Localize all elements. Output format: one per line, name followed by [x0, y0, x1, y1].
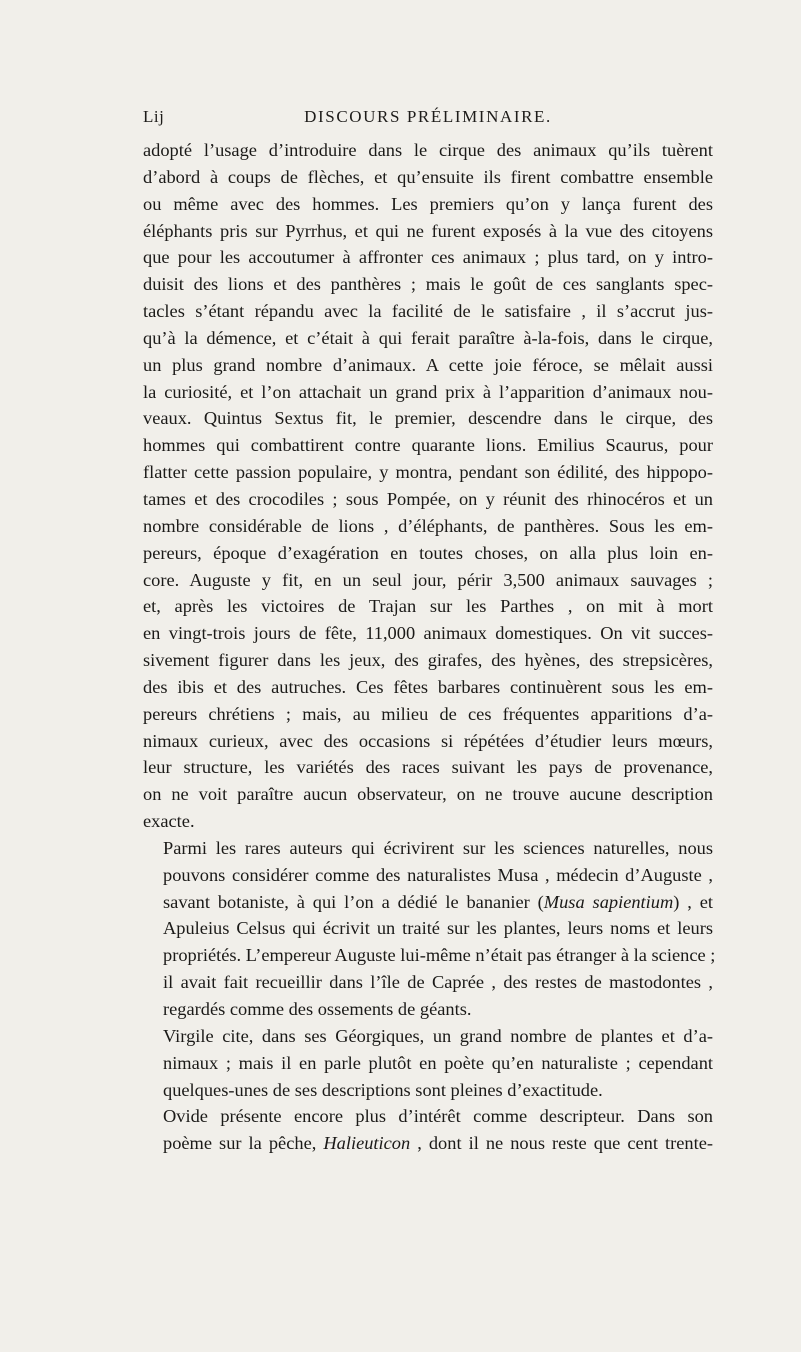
text-line: adopté l’usage d’introduire dans le cirque des animaux qu’ils tuèrent: [143, 140, 713, 160]
text-line: éléphants pris sur Pyrrhus, et qui ne furent exposés à la vue des citoyens: [143, 220, 713, 241]
text-line: la curiosité, et l’on attachait un grand prix à l’apparition d’animaux nou-: [143, 381, 713, 402]
text-line: quelques-unes de ses descriptions sont pleines d’exactitude.: [163, 1079, 603, 1100]
text-line: tacles s’étant répandu avec la facilité de le satisfaire , il s’accrut jus-: [143, 301, 713, 322]
italic-poem-title: Halieuticon: [323, 1133, 411, 1154]
text-line: pouvons considérer comme des naturalistes Musa , médecin d’Auguste ,: [163, 864, 713, 885]
text-line: on ne voit paraître aucun observateur, on ne trouve aucune description: [143, 784, 713, 805]
running-title: DISCOURS PRÉLIMINAIRE.: [304, 107, 552, 126]
text-line: propriétés. L’empereur Auguste lui-même n’était pas étranger à la science ;: [163, 945, 716, 966]
paragraph-2: [143, 835, 716, 1023]
text-line: exacte.: [143, 811, 195, 832]
text-line: Ovide présente encore plus d’intérêt comme descripteur. Dans son: [163, 1106, 713, 1127]
text-line: veaux. Quintus Sextus fit, le premier, descendre dans le cirque, des: [143, 408, 713, 429]
text-line: pereurs chrétiens ; mais, au milieu de ces fréquentes apparitions d’a-: [143, 703, 713, 724]
text-line: sivement figurer dans les jeux, des girafes, des hyènes, des strepsicères,: [143, 650, 713, 671]
text-line: qu’à la démence, et c’était à qui ferait paraître à-la-fois, dans le cirque,: [143, 327, 713, 348]
text-line: nombre considérable de lions , d’éléphants, de panthères. Sous les em-: [143, 515, 713, 536]
text-fragment: , dont il ne nous reste que cent trente-: [410, 1133, 713, 1154]
text-line-with-italic: [143, 1130, 713, 1157]
text-line: flatter cette passion populaire, y montra, pendant son édilité, des hippopo-: [143, 462, 713, 483]
text-fragment: poème sur la pêche,: [163, 1133, 324, 1154]
text-fragment: savant botaniste, à qui l’on a dédié le bananier (: [163, 891, 544, 912]
body-text: [143, 137, 716, 1157]
paragraph-3: [143, 1023, 713, 1104]
text-line: leur structure, les variétés des races suivant les pays de provenance,: [143, 757, 713, 778]
text-line: Virgile cite, dans ses Géorgiques, un grand nombre de plantes et d’a-: [163, 1025, 713, 1046]
paragraph-1: [143, 137, 713, 835]
text-line: et, après les victoires de Trajan sur les Parthes , on mit à mort: [143, 596, 713, 617]
text-line: en vingt-trois jours de fête, 11,000 animaux domestiques. On vit succes-: [143, 623, 713, 644]
text-line: hommes qui combattirent contre quarante lions. Emilius Scaurus, pour: [143, 435, 713, 456]
text-line: d’abord à coups de flèches, et qu’ensuite ils firent combattre ensemble: [143, 166, 713, 187]
text-line: tames et des crocodiles ; sous Pompée, on y réunit des rhinocéros et un: [143, 488, 713, 509]
text-line: regardés comme des ossements de géants.: [163, 999, 472, 1019]
text-line: nimaux ; mais il en parle plutôt en poète qu’en naturaliste ; cependant: [163, 1052, 713, 1073]
text-line: que pour les accoutumer à affronter ces animaux ; plus tard, on y intro-: [143, 247, 713, 268]
page-number: Lij: [143, 107, 165, 126]
text-line: ou même avec des hommes. Les premiers qu’on y lança furent des: [143, 193, 713, 214]
text-line: il avait fait recueillir dans l’île de Caprée , des restes de mastodontes ,: [163, 972, 713, 993]
page-header: [143, 107, 713, 137]
text-fragment: ) , et: [673, 891, 713, 912]
text-line: duisit des lions et des panthères ; mais le goût de ces sanglants spec-: [143, 274, 713, 295]
text-line: nimaux curieux, avec des occasions si répétées d’étudier leurs mœurs,: [143, 730, 713, 751]
italic-species-name: Musa sapientium: [543, 891, 674, 912]
paragraph-4: [143, 1103, 713, 1157]
text-line: Apuleius Celsus qui écrivit un traité sur les plantes, leurs noms et leurs: [163, 918, 713, 939]
text-line: pereurs, époque d’exagération en toutes choses, on alla plus loin en-: [143, 542, 713, 563]
text-line-with-italic: [143, 889, 713, 916]
text-line: des ibis et des autruches. Ces fêtes barbares continuèrent sous les em-: [143, 676, 713, 697]
text-line: Parmi les rares auteurs qui écrivirent sur les sciences naturelles, nous: [163, 837, 713, 858]
text-line: core. Auguste y fit, en un seul jour, périr 3,500 animaux sauvages ;: [143, 569, 713, 590]
text-line: un plus grand nombre d’animaux. A cette joie féroce, se mêlait aussi: [143, 354, 713, 375]
